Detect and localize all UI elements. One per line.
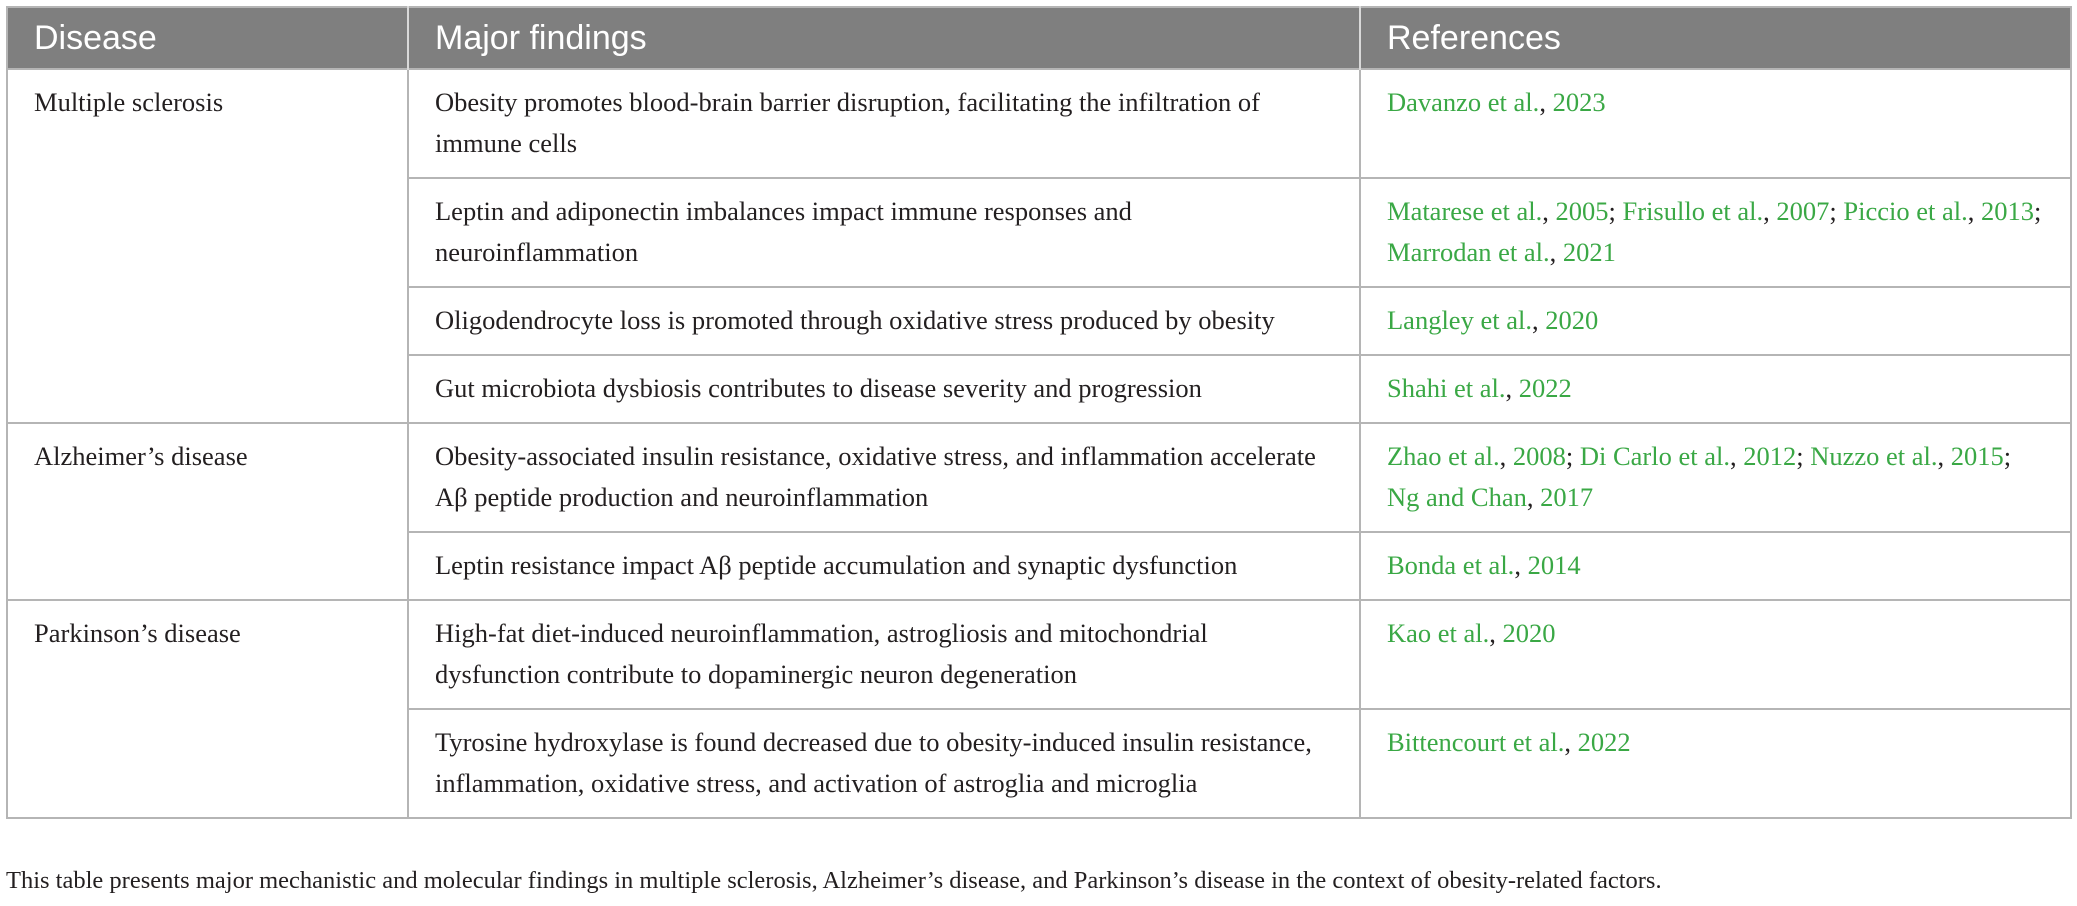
reference-authors-link[interactable]: Davanzo et al. [1387,87,1540,117]
disease-cell: Parkinson’s disease [7,600,408,818]
reference-authors-link[interactable]: Shahi et al. [1387,373,1506,403]
references-cell: Bonda et al., 2014 [1360,532,2071,600]
table-footnote: This table presents major mechanistic and molecular findings in multiple sclerosis, Alzheimer’s disease, and Parkinson’s disease in the context of obesity-related factors. [6,867,1662,894]
header-major-findings: Major findings [408,7,1360,69]
finding-cell: Tyrosine hydroxylase is found decreased due to obesity-induced insulin resistance, inflammation, oxidative stress, and activation of astroglia and microglia [408,709,1360,818]
table-row [7,423,2071,532]
finding-cell: Leptin resistance impact Aβ peptide accumulation and synaptic dysfunction [408,532,1360,600]
reference-authors-link[interactable]: Matarese et al. [1387,196,1543,226]
reference-year-link[interactable]: 2014 [1527,550,1581,580]
disease-cell: Alzheimer’s disease [7,423,408,600]
reference-authors-link[interactable]: Nuzzo et al. [1810,441,1938,471]
reference-authors-link[interactable]: Kao et al. [1387,618,1490,648]
reference-year-link[interactable]: 2005 [1555,196,1609,226]
references-cell: Bittencourt et al., 2022 [1360,709,2071,818]
table-body [7,69,2071,818]
references-cell: Kao et al., 2020 [1360,600,2071,709]
reference-year-link[interactable]: 2008 [1512,441,1566,471]
findings-table [6,6,2072,819]
reference-authors-link[interactable]: Ng and Chan [1387,482,1527,512]
header-references: References [1360,7,2071,69]
reference-year-link[interactable]: 2020 [1545,305,1599,335]
header-row [7,7,2071,69]
references-cell: Langley et al., 2020 [1360,287,2071,355]
finding-cell: Obesity promotes blood-brain barrier disruption, facilitating the infiltration of immune cells [408,69,1360,178]
reference-year-link[interactable]: 2015 [1950,441,2004,471]
reference-year-link[interactable]: 2022 [1518,373,1572,403]
table-header [7,7,2071,69]
reference-year-link[interactable]: 2017 [1540,482,1594,512]
reference-authors-link[interactable]: Langley et al. [1387,305,1532,335]
reference-year-link[interactable]: 2013 [1980,196,2034,226]
header-disease: Disease [7,7,408,69]
reference-year-link[interactable]: 2007 [1776,196,1830,226]
references-cell: Shahi et al., 2022 [1360,355,2071,423]
finding-cell: Leptin and adiponectin imbalances impact immune responses and neuroinflammation [408,178,1360,287]
reference-authors-link[interactable]: Bonda et al. [1387,550,1515,580]
table-row [7,600,2071,709]
finding-cell: High-fat diet-induced neuroinflammation, astrogliosis and mitochondrial dysfunction contribute to dopaminergic neuron degeneration [408,600,1360,709]
disease-cell: Multiple sclerosis [7,69,408,423]
reference-authors-link[interactable]: Frisullo et al. [1622,196,1764,226]
reference-authors-link[interactable]: Zhao et al. [1387,441,1500,471]
reference-year-link[interactable]: 2020 [1502,618,1556,648]
reference-authors-link[interactable]: Piccio et al. [1843,196,1968,226]
finding-cell: Oligodendrocyte loss is promoted through oxidative stress produced by obesity [408,287,1360,355]
reference-authors-link[interactable]: Marrodan et al. [1387,237,1550,267]
reference-year-link[interactable]: 2012 [1743,441,1797,471]
table-container [6,6,2070,819]
reference-authors-link[interactable]: Bittencourt et al. [1387,727,1565,757]
reference-authors-link[interactable]: Di Carlo et al. [1579,441,1730,471]
table-row [7,69,2071,178]
reference-year-link[interactable]: 2023 [1552,87,1606,117]
references-cell: Davanzo et al., 2023 [1360,69,2071,178]
finding-cell: Obesity-associated insulin resistance, oxidative stress, and inflammation accelerate Aβ peptide production and neuroinflammation [408,423,1360,532]
finding-cell: Gut microbiota dysbiosis contributes to disease severity and progression [408,355,1360,423]
references-cell: Matarese et al., 2005; Frisullo et al., 2007; Piccio et al., 2013; Marrodan et al., 2021 [1360,178,2071,287]
reference-year-link[interactable]: 2021 [1562,237,1616,267]
references-cell: Zhao et al., 2008; Di Carlo et al., 2012; Nuzzo et al., 2015; Ng and Chan, 2017 [1360,423,2071,532]
reference-year-link[interactable]: 2022 [1577,727,1631,757]
